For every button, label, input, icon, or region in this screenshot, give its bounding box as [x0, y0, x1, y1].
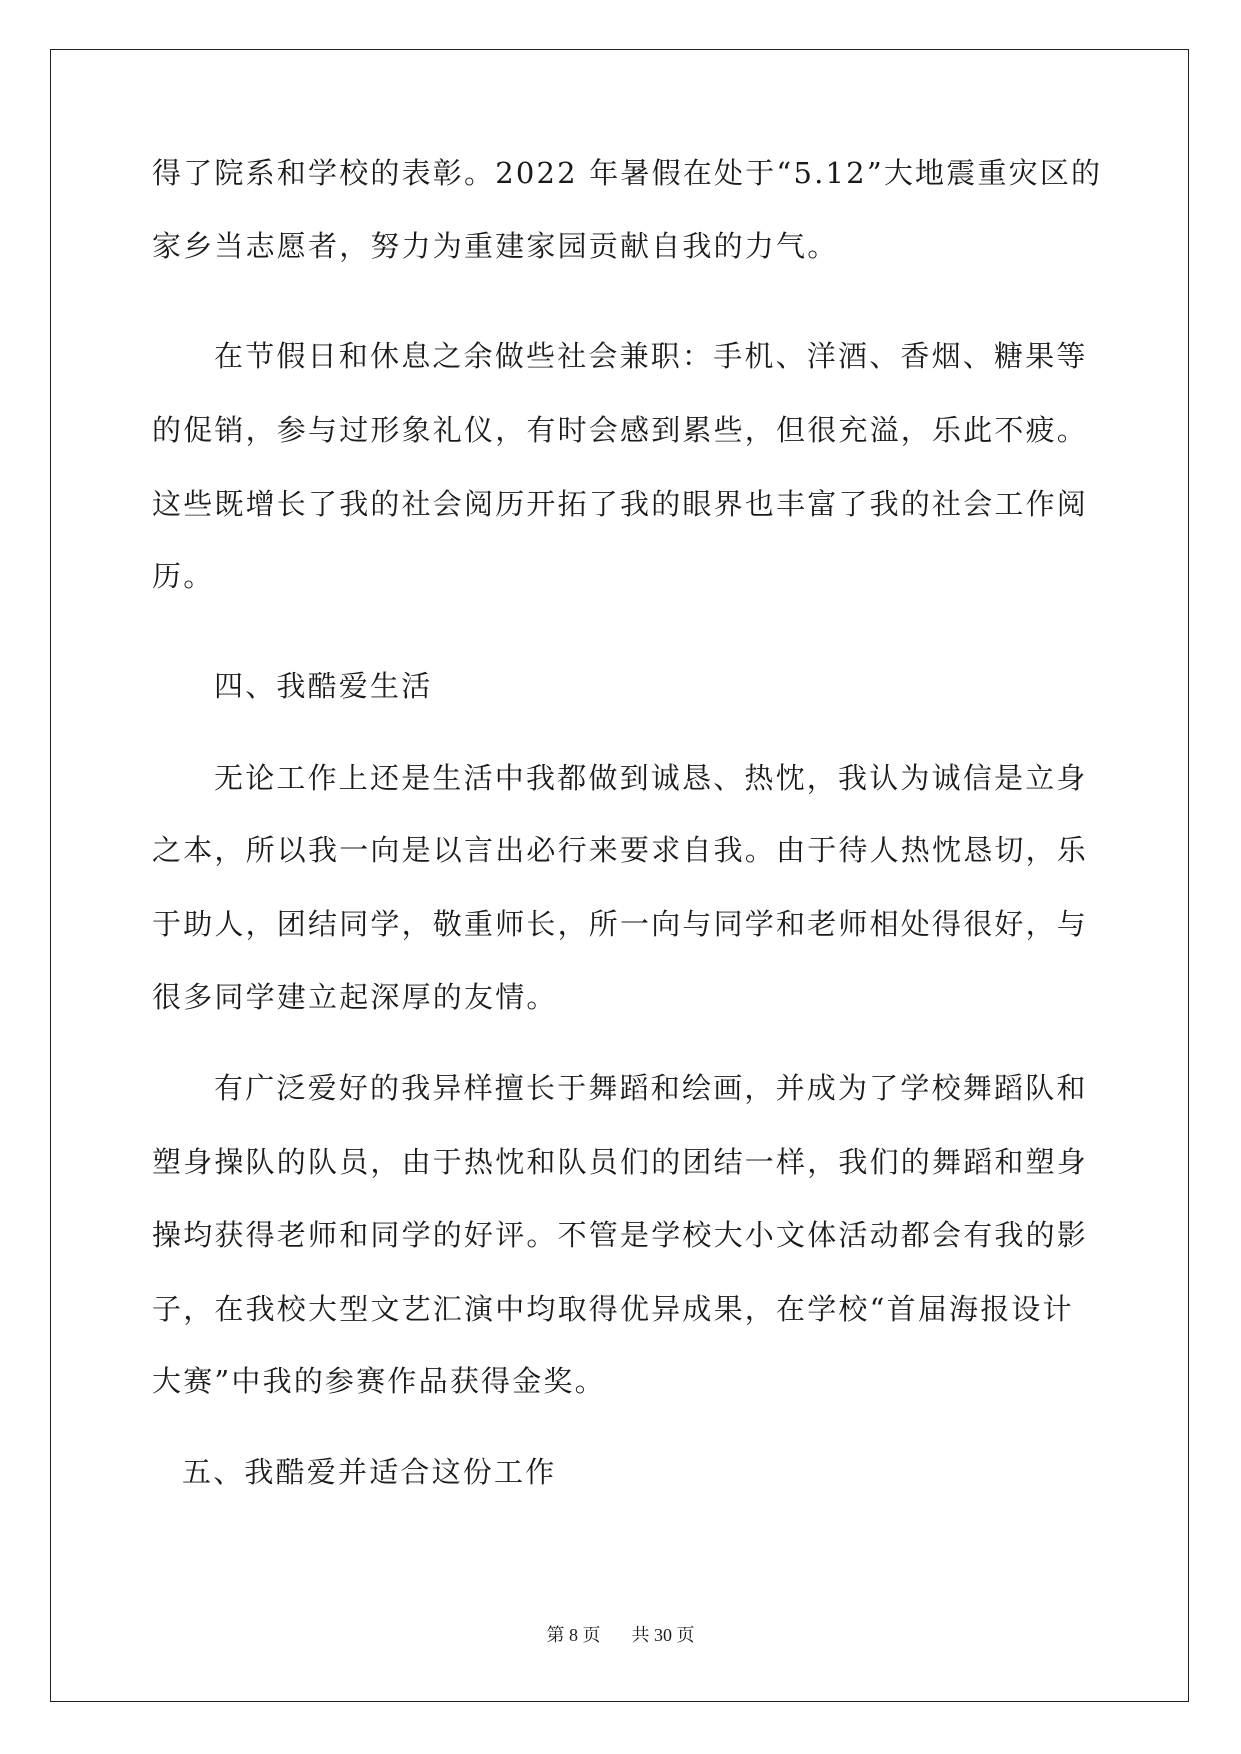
- section-heading: 四、我酷爱生活: [214, 669, 433, 703]
- text-line: 历。: [152, 559, 215, 593]
- text-line: 塑身操队的队员，由于热忱和队员们的团结一样，我们的舞蹈和塑身: [152, 1145, 1089, 1179]
- text-line: 的促销，参与过形象礼仪，有时会感到累些，但很充溢，乐此不疲。: [152, 413, 1089, 447]
- text-line: 得了院系和学校的表彰。2022 年暑假在处于“5.12”大地震重灾区的: [152, 156, 1103, 190]
- text-line: 很多同学建立起深厚的友情。: [152, 980, 558, 1014]
- text-line: 之本，所以我一向是以言出必行来要求自我。由于待人热忱恳切，乐: [152, 833, 1089, 867]
- text-line: 于助人，团结同学，敬重师长，所一向与同学和老师相处得很好，与: [152, 907, 1089, 941]
- text-line: 这些既增长了我的社会阅历开拓了我的眼界也丰富了我的社会工作阅: [152, 487, 1089, 521]
- paragraph-start-line: 有广泛爱好的我异样擅长于舞蹈和绘画，并成为了学校舞蹈队和: [214, 1071, 1088, 1105]
- paragraph-start-line: 在节假日和休息之余做些社会兼职：手机、洋酒、香烟、糖果等: [214, 339, 1088, 373]
- page-footer: [0, 1623, 1241, 1647]
- total-pages: 共 30 页: [631, 1625, 695, 1645]
- text-line: 子，在我校大型文艺汇演中均取得优异成果，在学校“首届海报设计: [152, 1292, 1074, 1326]
- text-line: 操均获得老师和同学的好评。不管是学校大小文体活动都会有我的影: [152, 1218, 1089, 1252]
- section-heading: 五、我酷爱并适合这份工作: [182, 1455, 557, 1489]
- page-number: 第 8 页: [546, 1625, 601, 1645]
- paragraph-start-line: 无论工作上还是生活中我都做到诚恳、热忱，我认为诚信是立身: [214, 761, 1088, 795]
- text-line: 家乡当志愿者，努力为重建家园贡献自我的力气。: [152, 229, 839, 263]
- text-line: 大赛”中我的参赛作品获得金奖。: [152, 1364, 606, 1398]
